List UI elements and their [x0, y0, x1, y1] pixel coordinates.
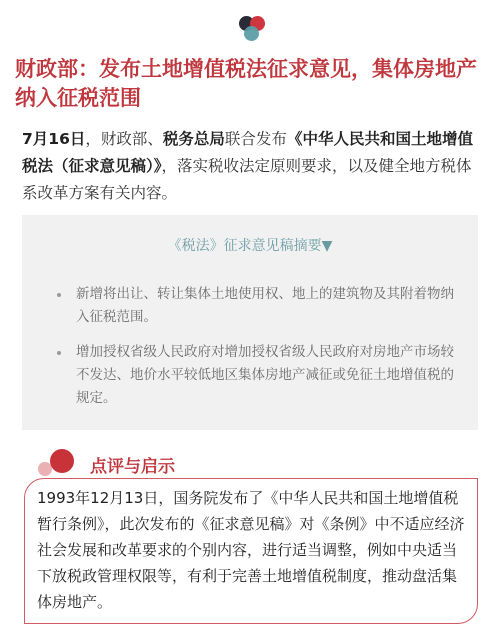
- lead-date: 7月16日: [22, 130, 86, 148]
- bullet-dot-icon: [57, 293, 61, 297]
- lead-doc-name: 《中华人民共和国土地增值税法（征求意见稿）》: [22, 130, 473, 175]
- comment-title: 点评与启示: [90, 457, 175, 477]
- lead-paragraph: [22, 126, 482, 207]
- brand-logo-icon: [239, 14, 269, 46]
- summary-heading: 《税法》征求意见稿摘要▼: [167, 238, 333, 254]
- summary-panel: [22, 215, 478, 430]
- lead-org-mof: 财政部: [100, 130, 148, 148]
- lead-text2: ，落实税收法定原则要求，以及健全地方税体系改革方案有关内容。: [22, 157, 472, 202]
- comment-box: [24, 478, 478, 624]
- bullet-dot-icon: [57, 351, 61, 355]
- lead-org-tax: 税务总局: [162, 130, 225, 148]
- summary-item-text: 增加授权省级人民政府对增加授权省级人民政府对房地产市场较不发达、地价水平较低地区集体房地产减征或免征土地增值税的规定。: [76, 344, 454, 406]
- lead-text1: 联合发布: [224, 130, 287, 148]
- lead-sep2: 、: [147, 130, 163, 148]
- list-item: [22, 341, 478, 410]
- summary-list: [22, 283, 478, 422]
- list-item: [22, 283, 478, 329]
- article-title: 财政部：发布土地增值税法征求意见，集体房地产纳入征税范围: [15, 57, 477, 110]
- comment-red-circle-icon: [50, 449, 74, 473]
- comment-text: 1993年12月13日，国务院发布了《中华人民共和国土地增值税暂行条例》，此次发布的《征求意见稿》对《条例》中不适应经济社会发展和改革要求的个别内容，进行适当调整，例如中央适当下放税政管理权限等，有利于完善土地增值税制度，推动盘活集体房地产。: [37, 489, 465, 611]
- lead-sep1: ，: [85, 130, 101, 148]
- summary-item-text: 新增将出让、转让集体土地使用权、地上的建筑物及其附着物纳入征税范围。: [76, 286, 454, 325]
- logo-teal-circle: [244, 26, 259, 41]
